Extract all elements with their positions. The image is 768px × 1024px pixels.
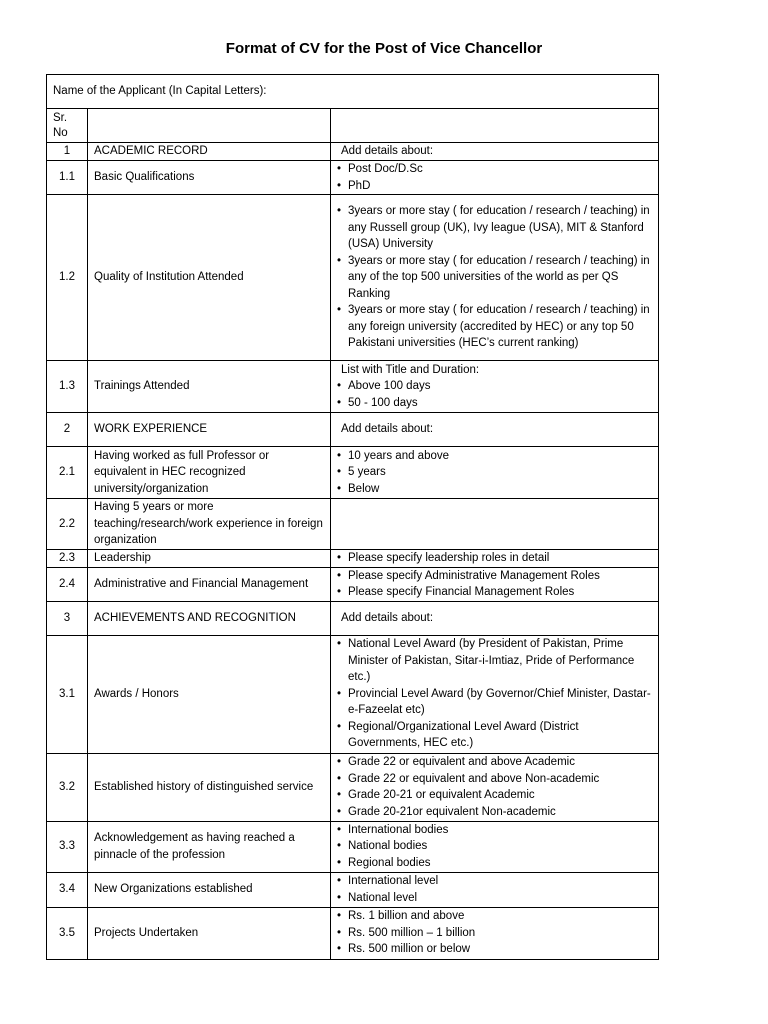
row-label: WORK EXPERIENCE xyxy=(88,413,331,447)
bullet-item: • National level xyxy=(337,890,652,907)
header-blank-cell xyxy=(331,109,659,143)
row-label: Acknowledgement as having reached a pinnacle of the profession xyxy=(88,821,331,872)
row-details xyxy=(331,361,659,413)
bullet-list xyxy=(337,378,652,411)
bullet-list xyxy=(337,550,652,567)
bullet-item: • National Level Award (by President of Pakistan, Prime Minister of Pakistan, Sitar-i-Imtiaz, Pride of Performance etc.) xyxy=(337,636,652,686)
bullet-list xyxy=(337,203,652,352)
table-row xyxy=(47,447,659,499)
row-sr-number: 2.1 xyxy=(47,447,88,499)
table-row xyxy=(47,567,659,601)
table-row xyxy=(47,195,659,361)
row-sr-number: 1 xyxy=(47,143,88,161)
applicant-name-label: Name of the Applicant (In Capital Letters): xyxy=(47,75,659,109)
row-sr-number: 3.5 xyxy=(47,907,88,959)
bullet-item: • International level xyxy=(337,873,652,890)
bullet-item: • Please specify Administrative Management Roles xyxy=(337,568,652,585)
row-label: New Organizations established xyxy=(88,872,331,907)
bullet-item: • Rs. 500 million or below xyxy=(337,941,652,958)
row-details xyxy=(331,161,659,195)
bullet-item: • Below xyxy=(337,481,652,498)
applicant-name-row xyxy=(47,75,659,109)
row-sr-number: 2.3 xyxy=(47,549,88,567)
row-sr-number: 3.4 xyxy=(47,872,88,907)
table-row xyxy=(47,499,659,550)
table-row xyxy=(47,413,659,447)
row-label: Administrative and Financial Management xyxy=(88,567,331,601)
row-label: Basic Qualifications xyxy=(88,161,331,195)
row-sr-number: 2.4 xyxy=(47,567,88,601)
bullet-list xyxy=(337,636,652,752)
bullet-item: • Please specify leadership roles in detail xyxy=(337,550,652,567)
row-details xyxy=(331,549,659,567)
row-details xyxy=(331,821,659,872)
row-details xyxy=(331,601,659,635)
row-sr-number: 3.2 xyxy=(47,753,88,821)
row-sr-number: 3.1 xyxy=(47,635,88,753)
details-heading: Add details about: xyxy=(341,423,434,436)
sr-no-header xyxy=(47,109,88,143)
row-details xyxy=(331,753,659,821)
cv-format-table xyxy=(46,74,659,960)
table-row xyxy=(47,143,659,161)
bullet-item: • 3years or more stay ( for education / research / teaching) in any foreign university (accredited by HEC) or any top 50 Pakistani universities (HEC’s current ranking) xyxy=(337,302,652,352)
row-details xyxy=(331,195,659,361)
bullet-item: • Grade 22 or equivalent and above Non-academic xyxy=(337,771,652,788)
bullet-list xyxy=(337,568,652,601)
bullet-list xyxy=(337,822,652,872)
row-details xyxy=(331,907,659,959)
bullet-item: • Post Doc/D.Sc xyxy=(337,161,652,178)
table-row xyxy=(47,872,659,907)
bullet-item: • 3years or more stay ( for education / research / teaching) in any Russell group (UK), Ivy league (USA), MIT & Stanford (USA) University xyxy=(337,203,652,253)
details-heading: Add details about: xyxy=(341,611,434,624)
bullet-list xyxy=(337,908,652,958)
row-label: Trainings Attended xyxy=(88,361,331,413)
bullet-list xyxy=(337,448,652,498)
row-label: Quality of Institution Attended xyxy=(88,195,331,361)
details-heading: Add details about: xyxy=(341,145,434,158)
row-details xyxy=(331,872,659,907)
bullet-item: • 5 years xyxy=(337,464,652,481)
row-label: ACHIEVEMENTS AND RECOGNITION xyxy=(88,601,331,635)
row-details xyxy=(331,143,659,161)
bullet-item: • Above 100 days xyxy=(337,378,652,395)
sr-no-line1: Sr. xyxy=(53,111,68,124)
row-label: Having worked as full Professor or equivalent in HEC recognized university/organization xyxy=(88,447,331,499)
header-blank-cell xyxy=(88,109,331,143)
table-row xyxy=(47,601,659,635)
row-label: Leadership xyxy=(88,549,331,567)
sr-no-line2: No xyxy=(53,126,68,139)
row-details xyxy=(331,567,659,601)
bullet-item: • Grade 20-21or equivalent Non-academic xyxy=(337,804,652,821)
row-details xyxy=(331,499,659,550)
bullet-item: • Please specify Financial Management Roles xyxy=(337,584,652,601)
bullet-item: • 3years or more stay ( for education / research / teaching) in any of the top 500 universities of the world as per QS Ranking xyxy=(337,253,652,303)
table-row xyxy=(47,907,659,959)
bullet-list xyxy=(337,754,652,820)
bullet-item: • 50 - 100 days xyxy=(337,395,652,412)
row-label: ACADEMIC RECORD xyxy=(88,143,331,161)
bullet-item: • Regional/Organizational Level Award (District Governments, HEC etc.) xyxy=(337,719,652,752)
row-sr-number: 3.3 xyxy=(47,821,88,872)
details-intro: List with Title and Duration: xyxy=(341,363,480,376)
bullet-list xyxy=(337,161,652,194)
bullet-item: • Rs. 1 billion and above xyxy=(337,908,652,925)
document-title: Format of CV for the Post of Vice Chancellor xyxy=(225,40,543,57)
row-label: Established history of distinguished service xyxy=(88,753,331,821)
table-row xyxy=(47,753,659,821)
row-sr-number: 1.2 xyxy=(47,195,88,361)
bullet-item: • PhD xyxy=(337,178,652,195)
table-row xyxy=(47,549,659,567)
bullet-item: • Regional bodies xyxy=(337,855,652,872)
table-row xyxy=(47,161,659,195)
bullet-item: • Provincial Level Award (by Governor/Chief Minister, Dastar-e-Fazeelat etc) xyxy=(337,686,652,719)
bullet-item: • National bodies xyxy=(337,838,652,855)
row-sr-number: 1.3 xyxy=(47,361,88,413)
bullet-item: • Grade 22 or equivalent and above Academic xyxy=(337,754,652,771)
row-details xyxy=(331,413,659,447)
table-row xyxy=(47,635,659,753)
row-sr-number: 2.2 xyxy=(47,499,88,550)
row-details xyxy=(331,635,659,753)
row-label: Awards / Honors xyxy=(88,635,331,753)
bullet-item: • Rs. 500 million – 1 billion xyxy=(337,925,652,942)
bullet-item: • 10 years and above xyxy=(337,448,652,465)
bullet-item: • Grade 20-21 or equivalent Academic xyxy=(337,787,652,804)
bullet-item: • International bodies xyxy=(337,822,652,839)
row-sr-number: 2 xyxy=(47,413,88,447)
row-label: Projects Undertaken xyxy=(88,907,331,959)
row-label: Having 5 years or more teaching/research/work experience in foreign organization xyxy=(88,499,331,550)
row-sr-number: 1.1 xyxy=(47,161,88,195)
table-header-row xyxy=(47,109,659,143)
table-row xyxy=(47,361,659,413)
table-row xyxy=(47,821,659,872)
row-sr-number: 3 xyxy=(47,601,88,635)
bullet-list xyxy=(337,873,652,906)
row-details xyxy=(331,447,659,499)
